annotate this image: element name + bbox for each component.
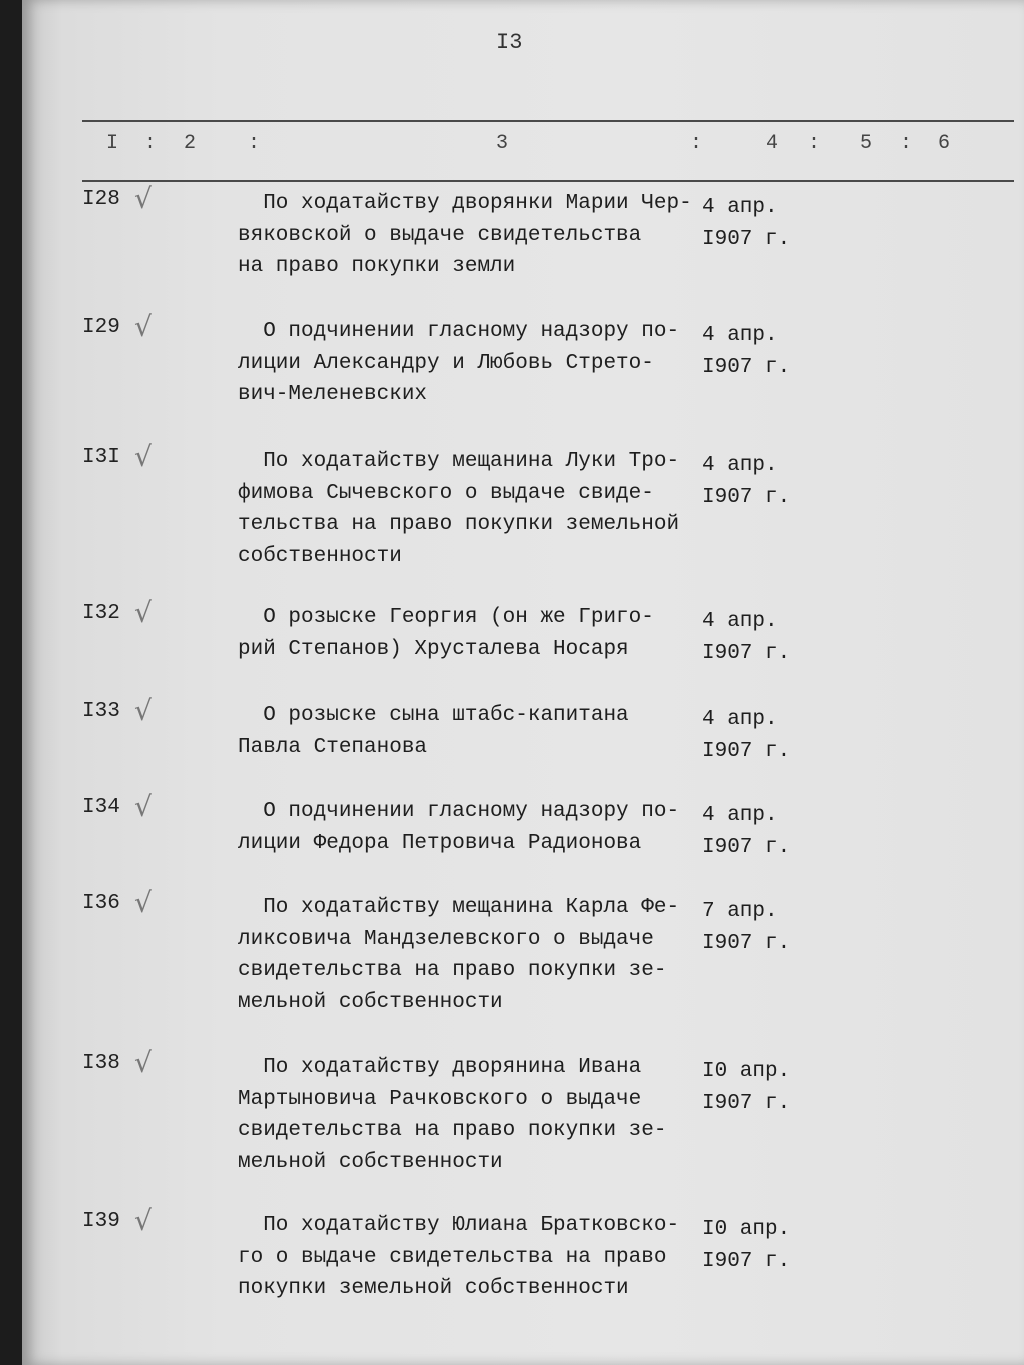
check-mark-icon: √ <box>134 1204 152 1237</box>
page-number: I3 <box>496 30 523 55</box>
col-sep: : <box>248 132 261 155</box>
description-line: О розыске сына штабс-капитана <box>238 704 629 727</box>
date-line: 7 апр. <box>702 900 778 923</box>
date-line: I907 г. <box>702 1091 791 1115</box>
entry-description <box>238 1210 679 1305</box>
entry-number: I32 <box>82 602 120 625</box>
col-header-5: 5 <box>860 132 873 155</box>
document-page <box>22 0 1024 1365</box>
date-line: I0 апр. <box>702 1060 791 1083</box>
entry-date <box>702 704 790 767</box>
entry-date <box>702 896 790 959</box>
col-sep: : <box>144 132 157 155</box>
entry-number: I34 <box>82 796 120 819</box>
check-mark-icon: √ <box>134 440 152 473</box>
date-line: 4 апр. <box>702 804 778 827</box>
header-rule-top <box>82 120 1014 122</box>
entry-date <box>702 450 790 513</box>
col-sep: : <box>690 132 703 155</box>
entry-description <box>238 316 679 411</box>
description-line: Павла Степанова <box>238 735 428 759</box>
date-line: 4 апр. <box>702 196 778 219</box>
description-line: вич-Меленевских <box>238 383 428 406</box>
col-header-3: 3 <box>496 132 509 155</box>
description-line: лиции Александру и Любовь Стрето- <box>238 351 654 375</box>
date-line: I907 г. <box>702 1249 791 1273</box>
entry-description <box>238 700 629 763</box>
entry-date <box>702 1214 790 1277</box>
col-header-1: I <box>106 132 119 155</box>
col-header-4: 4 <box>766 132 779 155</box>
description-line: По ходатайству Юлиана Братковско- <box>238 1214 680 1237</box>
entry-description <box>238 892 679 1018</box>
entry-description <box>238 188 692 283</box>
check-mark-icon: √ <box>134 694 152 727</box>
entry-date <box>702 606 790 669</box>
entry-description <box>238 796 679 859</box>
date-line: 4 апр. <box>702 610 778 633</box>
description-line: мельной собственности <box>238 1150 503 1174</box>
description-line: свидетельства на право покупки зе- <box>238 1119 667 1142</box>
description-line: вяковской о выдаче свидетельства <box>238 223 642 247</box>
check-mark-icon: √ <box>134 1046 152 1079</box>
check-mark-icon: √ <box>134 790 152 823</box>
entry-description <box>238 1052 666 1178</box>
description-line: на право покупки земли <box>238 255 516 278</box>
description-line: мельной собственности <box>238 990 503 1014</box>
date-line: I907 г. <box>702 931 791 955</box>
description-line: лиции Федора Петровича Радионова <box>238 831 642 855</box>
description-line: свидетельства на право покупки зе- <box>238 959 667 982</box>
entry-date <box>702 800 790 863</box>
entry-number: I39 <box>82 1210 120 1233</box>
description-line: фимова Сычевского о выдаче свиде- <box>238 481 654 505</box>
date-line: I907 г. <box>702 355 791 379</box>
date-line: I907 г. <box>702 739 791 763</box>
description-line: собственности <box>238 544 402 568</box>
col-sep: : <box>808 132 821 155</box>
entry-description <box>238 602 654 665</box>
date-line: I907 г. <box>702 227 791 251</box>
description-line: О подчинении гласному надзору по- <box>238 800 680 823</box>
col-sep: : <box>900 132 913 155</box>
entry-number: I36 <box>82 892 120 915</box>
header-rule-bottom <box>82 180 1014 182</box>
col-header-2: 2 <box>184 132 197 155</box>
entry-number: I29 <box>82 316 120 339</box>
description-line: О розыске Георгия (он же Григо- <box>238 606 654 629</box>
description-line: По ходатайству мещанина Луки Тро- <box>238 450 680 473</box>
description-line: тельства на право покупки земельной <box>238 513 680 536</box>
date-line: 4 апр. <box>702 708 778 731</box>
description-line: По ходатайству дворянина Ивана <box>238 1056 642 1079</box>
check-mark-icon: √ <box>134 310 152 343</box>
col-header-6: 6 <box>938 132 951 155</box>
description-line: покупки земельной собственности <box>238 1277 629 1300</box>
date-line: I907 г. <box>702 835 791 859</box>
check-mark-icon: √ <box>134 596 152 629</box>
date-line: I0 апр. <box>702 1218 791 1241</box>
entry-date <box>702 192 790 255</box>
description-line: Мартыновича Рачковского о выдаче <box>238 1087 642 1111</box>
description-line: ликсовича Мандзелевского о выдаче <box>238 927 654 951</box>
entry-number: I38 <box>82 1052 120 1075</box>
date-line: 4 апр. <box>702 454 778 477</box>
date-line: 4 апр. <box>702 324 778 347</box>
entry-date <box>702 320 790 383</box>
description-line: рий Степанов) Хрусталева Носаря <box>238 637 629 661</box>
description-line: По ходатайству дворянки Марии Чер- <box>238 192 692 215</box>
entry-number: I33 <box>82 700 120 723</box>
date-line: I907 г. <box>702 485 791 509</box>
check-mark-icon: √ <box>134 886 152 919</box>
entry-date <box>702 1056 790 1119</box>
entry-number: I3I <box>82 446 120 469</box>
date-line: I907 г. <box>702 641 791 665</box>
description-line: го о выдаче свидетельства на право <box>238 1245 667 1269</box>
description-line: О подчинении гласному надзору по- <box>238 320 680 343</box>
entry-number: I28 <box>82 188 120 211</box>
description-line: По ходатайству мещанина Карла Фе- <box>238 896 680 919</box>
check-mark-icon: √ <box>134 182 152 215</box>
entry-description <box>238 446 679 572</box>
